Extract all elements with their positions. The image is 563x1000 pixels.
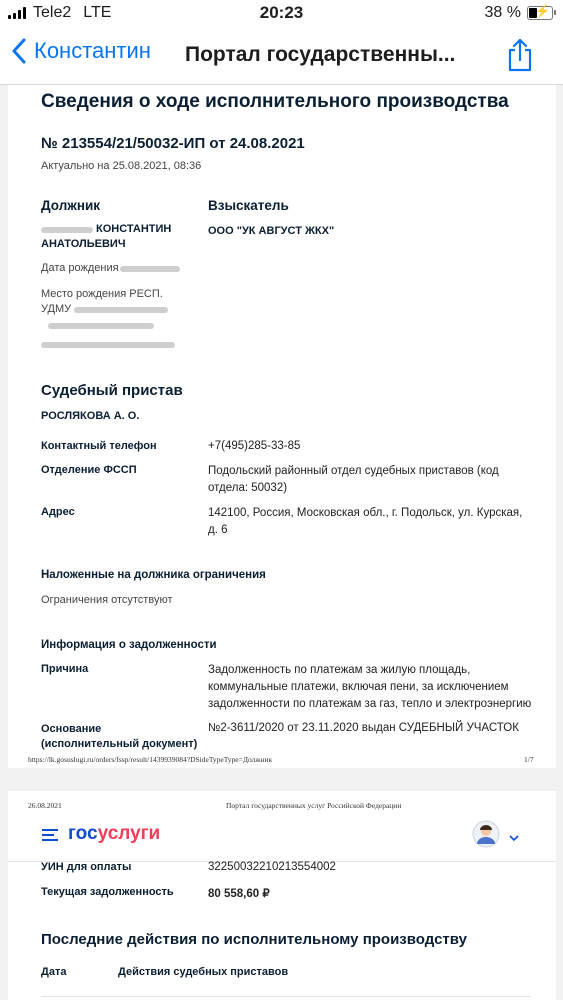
redacted-text xyxy=(120,266,180,272)
redacted-text xyxy=(41,342,175,348)
debtor-patronymic: АНАТОЛЬЕВИЧ xyxy=(41,238,126,250)
reason-value: Задолженность по платежам за жилую площадь, коммунальные платежи, включая пени, за исключением задолженности по платежам за газ, тепло и электроэнергию xyxy=(208,664,532,710)
phone-value: +7(495)285-33-85 xyxy=(208,440,301,452)
back-button[interactable] xyxy=(12,38,151,64)
debtor-birth-date-label: Дата рождения xyxy=(41,262,119,274)
address-value: 142100, Россия, Московская обл., г. Подольск, ул. Курская, д. 6 xyxy=(208,507,523,536)
page-footer-number: 1/7 xyxy=(524,755,534,764)
fssp-department-label: Отделение ФССП xyxy=(41,464,137,476)
column-header-date: Дата xyxy=(41,966,67,978)
column-header-actions: Действия судебных приставов xyxy=(118,966,289,978)
share-button[interactable] xyxy=(506,38,534,77)
logo-part-gos: гос xyxy=(68,823,98,844)
creditor-name: ООО "УК АВГУСТ ЖКХ" xyxy=(208,225,335,237)
chevron-left-icon xyxy=(12,38,26,64)
table-divider xyxy=(41,996,531,997)
status-bar xyxy=(0,0,563,26)
restrictions-heading: Наложенные на должника ограничения xyxy=(41,569,266,581)
bailiff-heading: Судебный пристав xyxy=(41,382,183,399)
case-number: № 213554/21/50032-ИП от 24.08.2021 xyxy=(41,135,305,152)
actions-heading: Последние действия по исполнительному производству xyxy=(41,931,467,948)
basis-value: №2-3611/2020 от 23.11.2020 выдан СУДЕБНЫЙ УЧАСТОК xyxy=(208,722,519,734)
uin-label: УИН для оплаты xyxy=(41,861,132,873)
battery-percent: 38 % xyxy=(484,4,521,21)
page-title: Портал государственны... xyxy=(185,43,456,66)
page-header-date: 26.08.2021 xyxy=(28,801,62,810)
battery-icon xyxy=(527,6,553,20)
uin-value: 32250032210213554002 xyxy=(208,861,336,873)
fssp-department-value: Подольский районный отдел судебных приставов (код отдела: 50032) xyxy=(208,465,499,494)
reason-label: Причина xyxy=(41,663,89,675)
debtor-birth-place: Место рождения РЕСП. xyxy=(41,288,163,300)
debtor-label: Должник xyxy=(41,198,101,213)
updated-timestamp: Актуально на 25.08.2021, 08:36 xyxy=(41,160,202,172)
current-debt-label: Текущая задолженность xyxy=(41,886,174,898)
debtor-birth-place-cont: УДМУ xyxy=(41,303,72,315)
address-label: Адрес xyxy=(41,506,75,518)
carrier-name: Tele2 xyxy=(33,4,72,21)
current-debt-value: 80 558,60 ₽ xyxy=(208,888,270,900)
pdf-viewer[interactable] xyxy=(0,85,563,1000)
charging-bolt-icon: ⚡ xyxy=(535,4,550,18)
basis-label: Основание (исполнительный документ) xyxy=(41,723,198,750)
bailiff-name: РОСЛЯКОВА А. О. xyxy=(41,410,140,422)
logo-part-uslugi: услуги xyxy=(97,823,161,844)
hamburger-menu-icon[interactable] xyxy=(42,828,58,847)
navigation-bar xyxy=(0,26,563,85)
user-avatar-icon[interactable] xyxy=(472,820,500,853)
page-header-title: Портал государственных услуг Российской Федерации xyxy=(226,801,402,810)
back-button-label: Константин xyxy=(34,38,151,63)
document-heading: Сведения о ходе исполнительного производства xyxy=(41,91,509,112)
restrictions-value: Ограничения отсутствуют xyxy=(41,594,173,606)
network-type: LTE xyxy=(83,4,112,21)
phone-label: Контактный телефон xyxy=(41,440,157,452)
creditor-label: Взыскатель xyxy=(208,198,289,213)
gosuslugi-logo xyxy=(68,823,160,845)
pdf-page-1 xyxy=(8,85,556,768)
debt-info-heading: Информация о задолженности xyxy=(41,639,217,651)
share-icon xyxy=(506,38,534,72)
debtor-first-name: КОНСТАНТИН xyxy=(96,223,172,235)
chevron-down-icon[interactable] xyxy=(509,829,519,847)
status-time: 20:23 xyxy=(259,3,304,22)
redacted-text xyxy=(74,307,168,313)
redacted-text xyxy=(41,227,93,233)
pdf-page-2 xyxy=(8,791,556,1000)
page-footer-url: https://lk.gosuslugi.ru/orders/fssp/result/1439939084?DSideTypeType=Должник xyxy=(28,755,273,764)
redacted-text xyxy=(48,323,154,329)
